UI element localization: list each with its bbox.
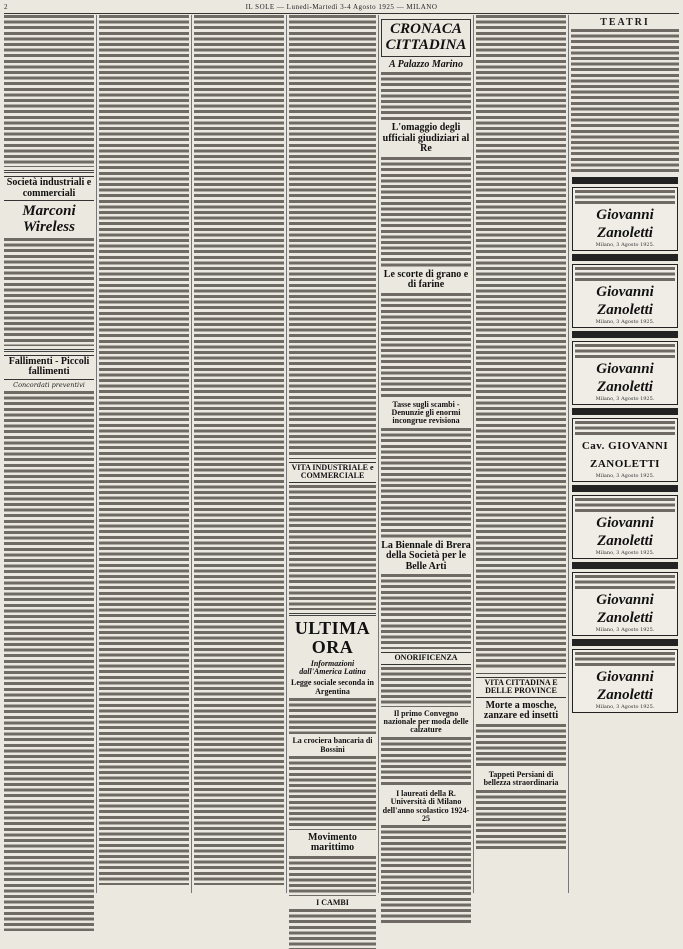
mourning-band [572, 254, 678, 261]
body-text [4, 15, 94, 167]
body-text [289, 856, 376, 896]
notice-lead-text [575, 267, 675, 283]
obituary-notice [572, 187, 678, 251]
mourning-band [572, 485, 678, 492]
notice-name: Giovanni Zanoletti [596, 669, 654, 703]
mourning-band [572, 639, 678, 646]
obituary-notice [572, 495, 678, 559]
body-text [194, 15, 284, 885]
notice-lead-text [575, 652, 675, 668]
headline-legge-sociale: Legge sociale seconda in Argentina [291, 678, 374, 696]
section-heading-teatri: TEATRI [600, 17, 650, 28]
notice-date: Milano, 3 Agosto 1925. [595, 627, 655, 633]
column-6 [474, 15, 569, 893]
body-text [476, 790, 566, 850]
notice-date: Milano, 3 Agosto 1925. [595, 473, 655, 479]
notice-date: Milano, 3 Agosto 1925. [595, 319, 655, 325]
notice-lead-text [575, 344, 675, 360]
body-text [381, 667, 471, 707]
section-heading-vita-cittadina: VITA CITTADINA E DELLE PROVINCE [476, 677, 566, 698]
column-4 [287, 15, 379, 907]
masthead [4, 2, 679, 14]
headline-crociera-bancaria: La crociera bancaria di Bossini [292, 736, 373, 754]
column-2 [97, 15, 192, 893]
headline-movimento-marittimo: Movimento marittimo [308, 831, 357, 854]
body-text [289, 756, 376, 830]
body-text [381, 293, 471, 398]
body-text [476, 724, 566, 768]
obituary-notice [572, 264, 678, 328]
page-number: 2 [4, 3, 8, 11]
headline-tappeti-persiani: Tappeti Persiani di bellezza straordinaria [483, 769, 559, 788]
headline-cambi: I CAMBI [316, 897, 349, 907]
body-text [571, 29, 679, 174]
body-text [4, 238, 94, 346]
headline-omaggio-ufficiali: L'omaggio degli ufficiali giudiziari al Re [382, 122, 470, 154]
section-heading-companies: Società industriali e commerciali [4, 176, 94, 201]
obituary-notices [569, 187, 681, 713]
notice-date: Milano, 3 Agosto 1925. [595, 550, 655, 556]
body-text [4, 391, 94, 931]
mourning-band [572, 408, 678, 415]
obituary-notice [572, 418, 678, 482]
headline-palazzo-marino: A Palazzo Marino [389, 58, 463, 70]
divider [4, 170, 94, 173]
body-text [289, 15, 376, 455]
notice-name: Giovanni Zanoletti [596, 361, 654, 395]
body-text [381, 157, 471, 267]
mourning-band [572, 562, 678, 569]
body-text [381, 574, 471, 649]
obituary-notice [572, 649, 678, 713]
notice-lead-text [575, 190, 675, 206]
body-text [476, 15, 566, 670]
divider [476, 673, 566, 674]
column-1 [2, 15, 97, 893]
headline-biennale-brera: La Biennale di Brera della Società per le Belle Arti [381, 539, 471, 572]
column-7 [569, 15, 681, 893]
headline-tasse-scambi: Tasse sugli scambi - Denunzie gli enormi incongrue revisiona [391, 399, 461, 426]
notice-name: Giovanni Zanoletti [596, 207, 654, 241]
divider [289, 613, 376, 616]
headline-marconi: Marconi Wireless [22, 203, 76, 235]
notice-date: Milano, 3 Agosto 1925. [595, 242, 655, 248]
notice-name: Giovanni Zanoletti [596, 515, 654, 549]
obituary-notice [572, 572, 678, 636]
subheading-america-latina: Informazioni dall'America Latina [299, 658, 366, 676]
divider [4, 349, 94, 352]
column-3 [192, 15, 287, 893]
section-heading-vita-industriale: VITA INDUSTRIALE e COMMERCIALE [289, 462, 376, 483]
mourning-band [572, 331, 678, 338]
mourning-band [572, 177, 678, 184]
section-heading-cronaca: CRONACA CITTADINA [381, 19, 471, 57]
body-text [381, 428, 471, 538]
headline-laureati: I laureati della R. Università di Milano dell'anno scolastico 1924-25 [382, 788, 470, 823]
notice-lead-text [575, 575, 675, 591]
notice-name: Giovanni Zanoletti [596, 592, 654, 626]
headline-convegno-calzature: Il primo Convegno nazionale per moda delle calzature [383, 708, 469, 735]
divider [289, 458, 376, 459]
headline-onorificenza: ONORIFICENZA [381, 652, 471, 664]
subheading-concordati: Concordati preventivi [13, 380, 85, 389]
body-text [289, 909, 376, 949]
notice-name: Cav. GIOVANNI ZANOLETTI [581, 440, 669, 470]
column-5 [379, 15, 474, 893]
headline-ultima-ora: ULTIMA ORA [294, 617, 371, 657]
body-text [381, 737, 471, 787]
notice-lead-text [575, 421, 675, 437]
body-text [289, 485, 376, 610]
obituary-notice [572, 341, 678, 405]
notice-date: Milano, 3 Agosto 1925. [595, 396, 655, 402]
masthead-title: IL SOLE — Lunedì-Martedì 3-4 Agosto 1925 — MILANO [245, 3, 438, 11]
headline-morte-mosche: Morte a mosche, zanzare ed insetti [483, 699, 559, 722]
body-text [381, 72, 471, 120]
headline-scorte-grano: Le scorte di grano e di farine [383, 268, 469, 290]
notice-lead-text [575, 498, 675, 514]
notice-name: Giovanni Zanoletti [596, 284, 654, 318]
body-text [381, 825, 471, 925]
section-heading-fallimenti: Fallimenti - Piccoli fallimenti [4, 355, 94, 380]
body-text [289, 698, 376, 734]
body-text [99, 15, 189, 885]
notice-date: Milano, 3 Agosto 1925. [595, 704, 655, 710]
